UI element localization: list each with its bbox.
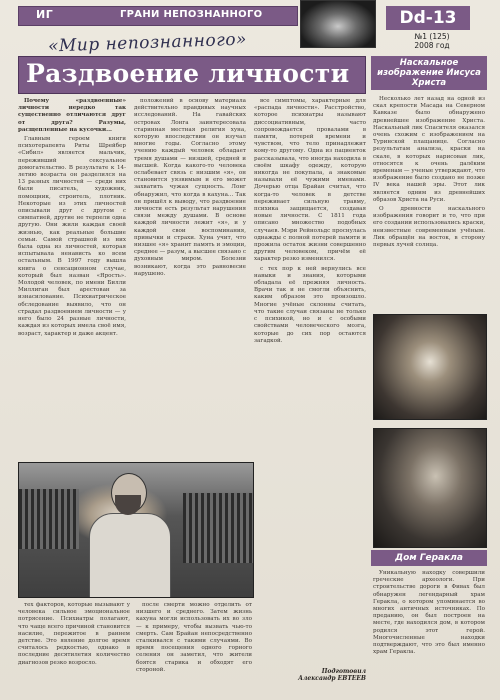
article-body-col3: все симптомы, характерные для «распада личности». Расстройство, которое психиатры называют диссоциативным, часто сопровождается провалами в памяти, потерей времени и чувством, что тело принадлежит кому-то другому. Одна из пациенток рассказывала, что иногда находила в своём шкафу одежду, которую никогда не покупала, а знакомые называли её чужими именами. Дочерью отца Брайан считал, что когда-то человек в детстве переживает сильную травму, психика защищается, создавая новые личности. С 1811 года описано множество подобных случаев. Мэри Рейнольдс проснулась однажды с полной потерей памяти и прожила остаток жизни совершенно другим человеком, причём её характер резко изменился. bbox=[254, 98, 366, 263]
issue-info bbox=[393, 32, 471, 50]
issue-year: 2008 год bbox=[414, 41, 450, 50]
signature-label: Подготовил bbox=[321, 668, 366, 675]
article-body-col6: с тех пор к ней вернулись все навыки и знания, которыми обладала её прежняя личность. Врачи так и не смогли объяснить, каким образом это произошло. Многие учёные склонны считать, что такие случаи связаны не только с психикой, но и с особыми свойствами человеческого мозга, которые до сих пор остаются загадкой. bbox=[254, 265, 366, 344]
sidebar-body-bottom: Уникальную находку совершили греческие археологи. При строительстве дороги в Фивах был обнаружен легендарный храм Геракла, о котором упоминается во многих античных источниках. По преданию, он был построен на месте, где находился дом, в котором родился этот герой. Многочисленные находки подтверждают, что это был именно храм Геракла. bbox=[373, 570, 485, 656]
header-section-title: ГРАНИ НЕПОЗНАННОГО bbox=[120, 9, 263, 20]
sidebar-body-mid: О древности наскального изображения говорит и то, что при его создании использовались краски, неизвестные современным учёным. Лик обращён на восток, в сторону первых лучей солнца. bbox=[373, 206, 485, 249]
article-body-col2: положений в основу материала действительно правдивых научных исследований. На гавайских островах Лонга заинтересовала старинная местная религия хуна, которую впоследствии он изучал многие годы. Согласно этому учению каждый человек обладает тремя душами — низшей, средней и высшей. Когда какого-то человека ослабевает связь с низшим «я», он становится уязвимым и его может захватить чужая сущность. Лонг обнаружил, что когда в кахуна... Так он пришёл к выводу, что раздвоение личности есть результат нарушения связи между душами. В основе каждой личности лежит «я», и у каждой свои воспоминания, привычки и страхи. Хуна учит, что низшее «я» хранит память и эмоции, среднее — разум, а высшее связано с духовным миром. Болезни возникают, когда это равновесие нарушено. bbox=[134, 98, 246, 277]
article-column-2 bbox=[134, 98, 246, 456]
sidebar-heading-2: Дом Геракла bbox=[371, 550, 487, 566]
issue-number: №1 (125) bbox=[414, 32, 450, 41]
man-figure bbox=[89, 473, 169, 597]
article-lead: Почему «раздвоенные» личности нередко так существенно отличаются друг от друга? Разумы, расщепленные на кусочки... bbox=[18, 98, 126, 133]
handwritten-note: «Мир непознанного» bbox=[47, 29, 248, 57]
header-code: Dd-13 bbox=[386, 6, 470, 30]
header-photo bbox=[300, 0, 376, 48]
header-section-left: ИГ bbox=[36, 8, 54, 21]
article-body-col1: Главным героем книги психотерапевта Риты Шрейбер «Сибил» является мальчик, переживший сексуальное домогательство. В результате к 14-летию возраста он разделился на 13 разных личностей — среди них были писатель, художник, помощник, строитель, плотник. Некоторые из этих личностей описывали друг с другом с симпатией, другие не терпели одна другую. Они жили каждая своей жизнью, как реальные большие семьи. Самой страшной из них была одна из личностей, которая испытывала ненависть ко всем остальным. В 1997 году вышла книга о сенсационном случае, который был назван «Ярость». Молодой человек, по имени Билли Миллиган был арестован за изнасилование. Психиатрическое обследование выявило, что он страдал раздвоением личности — у него было 24 разные личности, каждая из которых имела своё имя, возраст, характер и даже акцент. bbox=[18, 136, 126, 337]
rock-face-image bbox=[373, 428, 487, 548]
article-column-3 bbox=[254, 98, 366, 664]
article-body-col5: после смерти можно отделить от низшего и среднего. Затем жизнь кахуна могли использовать их во зло — к примеру, чтобы вызвать чью-то смерть. Сам Брайан непосредственно сталкивался с такими случаями. Во время посещения одного горного селения он заметил, что жители боятся старика и обходят его стороной. bbox=[136, 602, 252, 673]
article-body-col4: тех факторов, которые вызывают у человека сильное эмоциональное потрясение. Психиатры полагают, что чаще всего причиной становится насилие, пережитое в раннем детстве. Это явление долгое время считалось редкостью, однако в последние десятилетия количество диагнозов резко возросло. bbox=[18, 602, 130, 666]
sidebar-heading bbox=[371, 56, 487, 90]
sidebar-heading-text: Наскальное изображение Иисуса Христа bbox=[377, 58, 481, 88]
sidebar bbox=[371, 56, 487, 686]
signature-author: Александр ЕВТЕЕВ bbox=[298, 675, 366, 682]
sidebar-text-top bbox=[373, 96, 485, 310]
bookstore-photo bbox=[18, 462, 254, 598]
article-column-5 bbox=[136, 602, 252, 692]
sidebar-body-top: Несколько лет назад на одной из скал крепости Масада на Северном Кавказе было обнаружено древнейшее изображение Христа. Наскальный лик Спасителя оказался очень схожим с изображением на Туринской плащанице. Согласно результатам анализа, краски на скале, в которых нарисован лик, относятся к очень далёким временам — ученые утверждают, что изображение было создано не позже IV века нашей эры. Этот лик является одним из древнейших образов Христа на Руси. bbox=[373, 96, 485, 203]
shroud-image bbox=[373, 314, 487, 420]
sidebar-text-bottom bbox=[373, 570, 485, 686]
article-signature bbox=[270, 668, 366, 682]
article-title: Раздвоение личности bbox=[26, 59, 350, 88]
article-column-4 bbox=[18, 602, 130, 692]
article-column-1 bbox=[18, 98, 126, 456]
